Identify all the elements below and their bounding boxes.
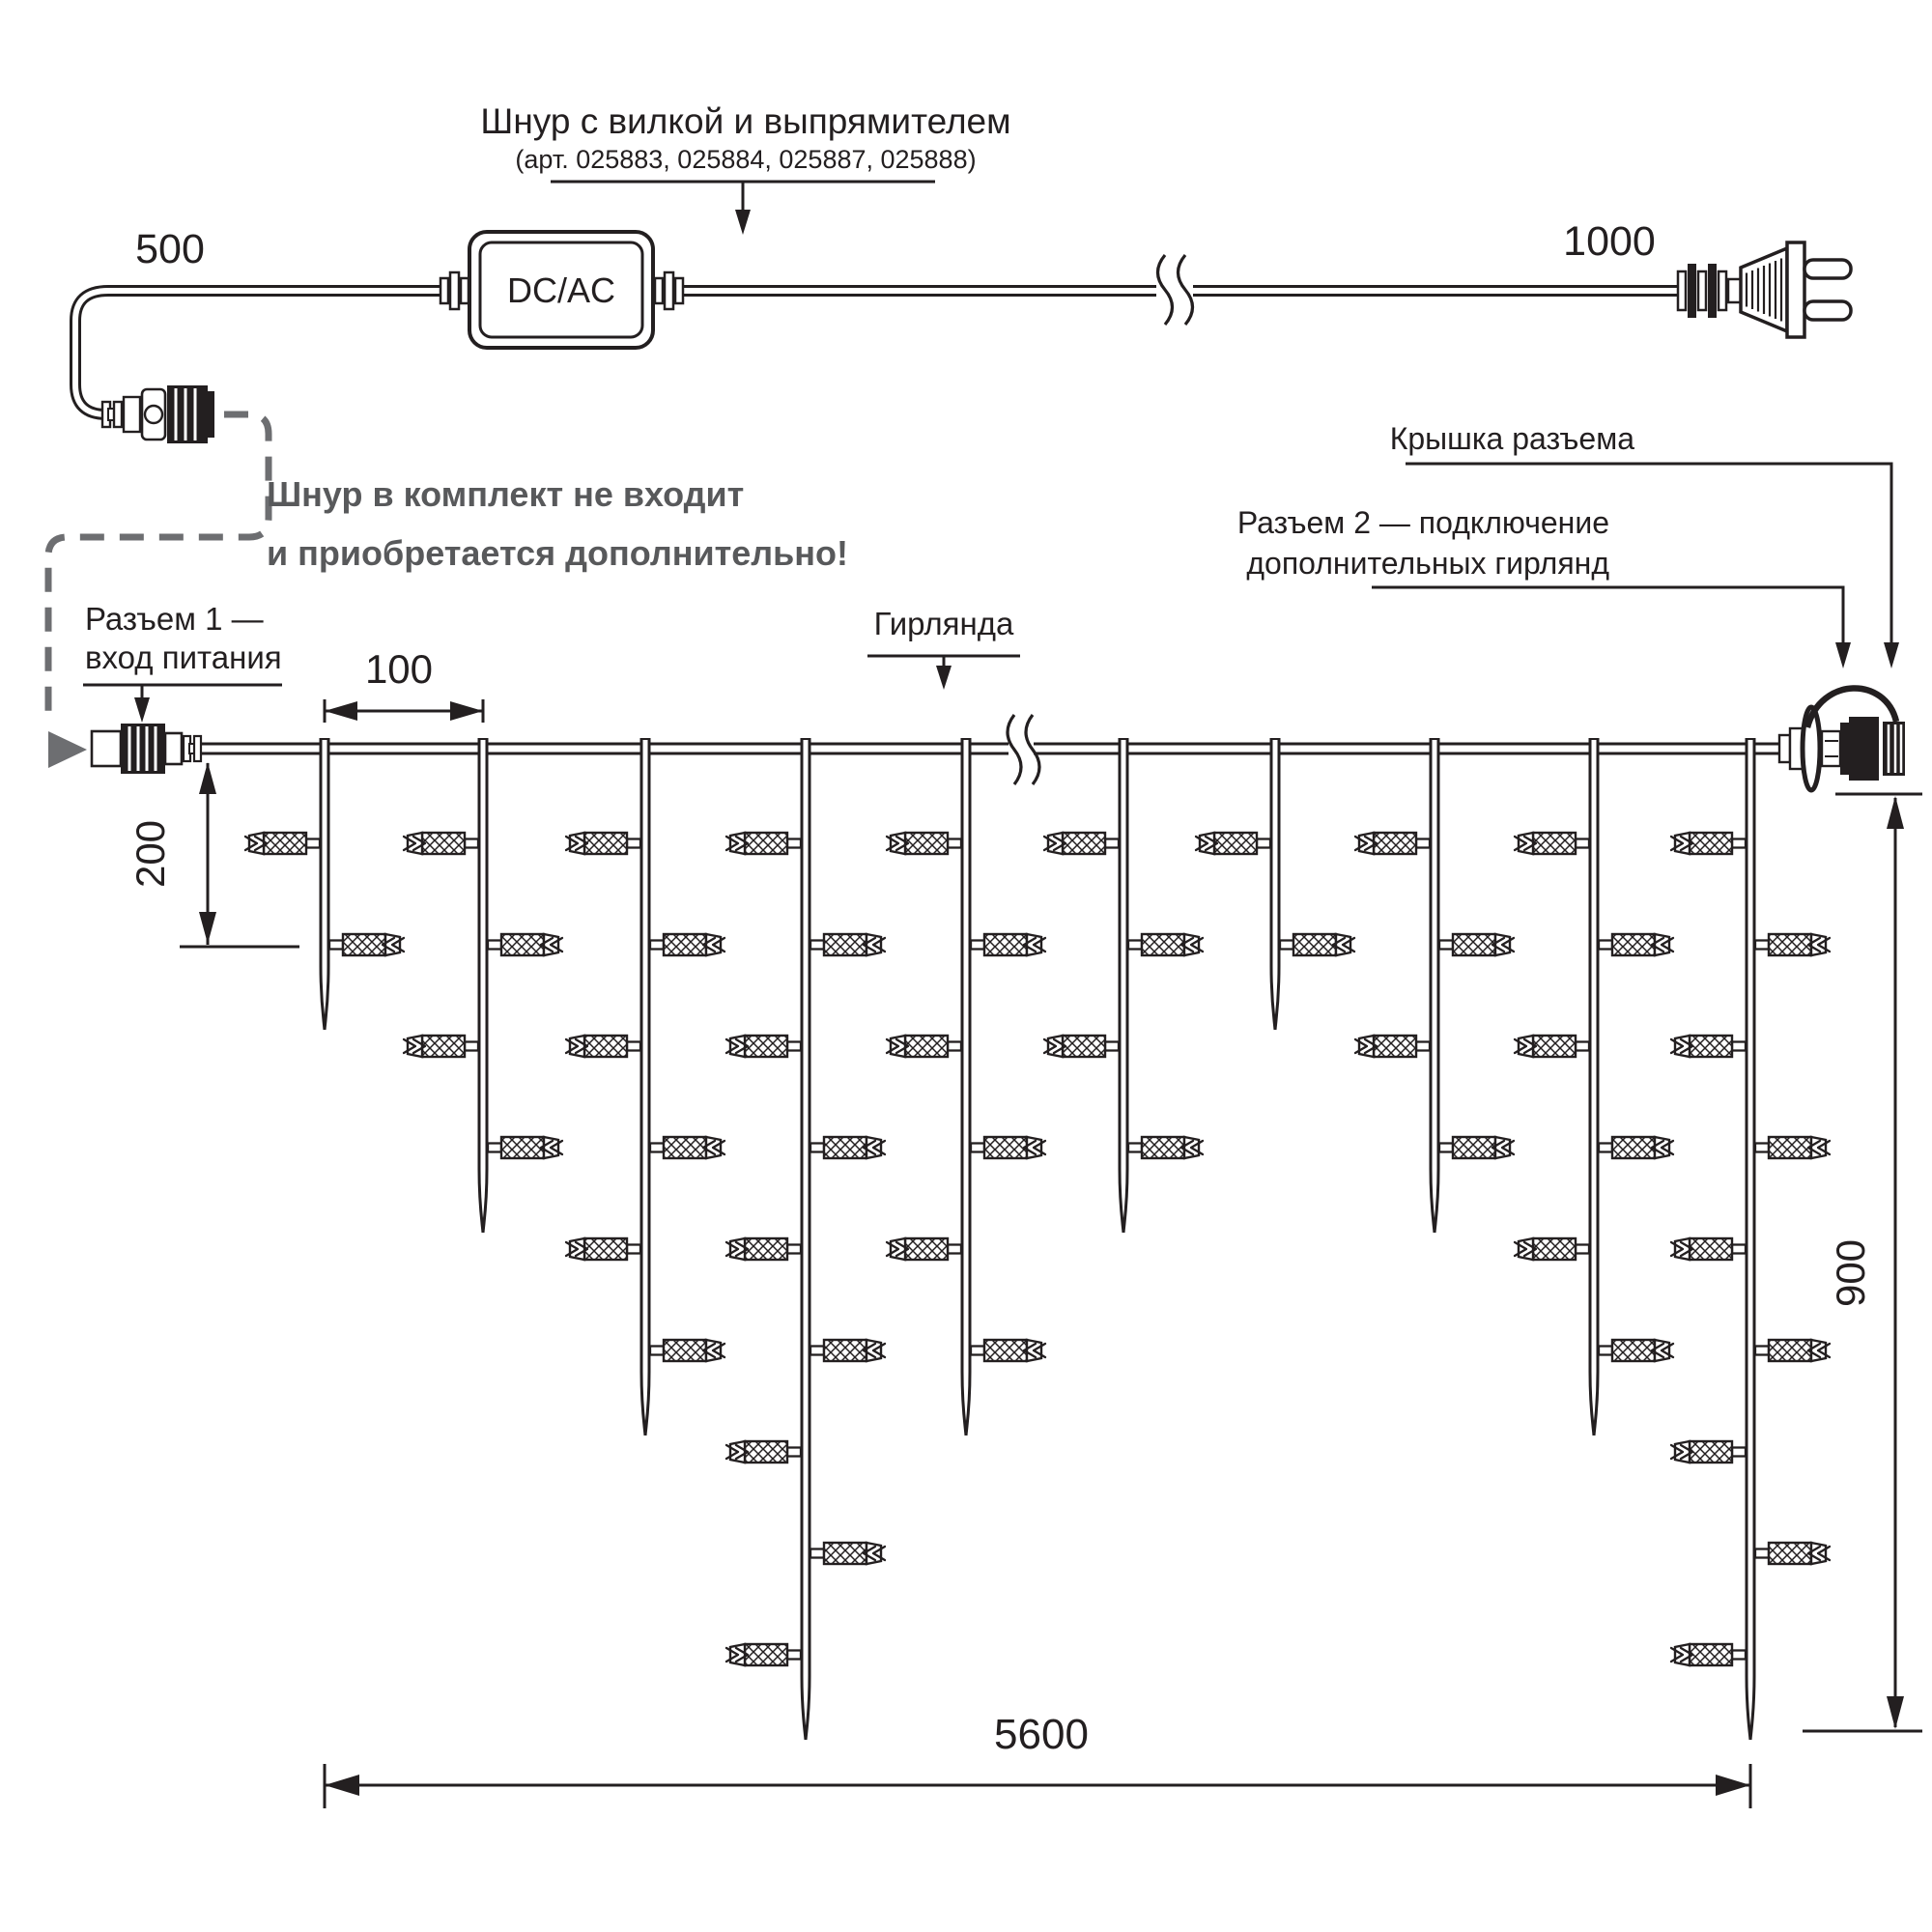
dimension-100 bbox=[325, 646, 483, 723]
led-bulb-icon bbox=[1690, 1036, 1732, 1057]
led-bulb-icon bbox=[1690, 1238, 1732, 1260]
led-bulb-icon bbox=[584, 833, 627, 854]
garland-strands bbox=[245, 738, 1830, 1740]
cord-subtitle: (арт. 025883, 025884, 025887, 025888) bbox=[515, 145, 977, 174]
bulb-stub bbox=[1599, 1347, 1612, 1355]
led-bulb-icon bbox=[745, 1036, 787, 1057]
dimension-900 bbox=[1803, 794, 1922, 1731]
strand-tip bbox=[325, 966, 328, 1030]
bulb-stub bbox=[465, 839, 478, 848]
led-bulb-icon bbox=[1453, 934, 1495, 955]
bulb-stub bbox=[948, 1245, 961, 1254]
not-included-note bbox=[267, 474, 848, 573]
bulb-stub bbox=[1105, 1042, 1119, 1051]
strain-relief-left bbox=[440, 272, 469, 309]
bulb-stub bbox=[948, 839, 961, 848]
led-bulb-icon bbox=[1533, 833, 1576, 854]
bulb-stub bbox=[1576, 1245, 1589, 1254]
led-bulb-icon bbox=[1769, 934, 1811, 955]
dim-1000-label: 1000 bbox=[1563, 218, 1656, 265]
dim-900-label: 900 bbox=[1828, 1238, 1873, 1308]
strand-tip bbox=[641, 1372, 645, 1435]
led-bulb-icon bbox=[664, 1340, 706, 1361]
bulb-stub bbox=[787, 1448, 801, 1457]
led-bulb-icon bbox=[1769, 1543, 1811, 1564]
led-bulb-icon bbox=[824, 1340, 867, 1361]
bulb-stub bbox=[787, 1042, 801, 1051]
led-bulb-icon bbox=[905, 1036, 948, 1057]
bulb-stub bbox=[948, 1042, 961, 1051]
led-bulb-icon bbox=[1142, 934, 1184, 955]
strand-tip bbox=[802, 1676, 806, 1740]
garland-label: Гирлянда bbox=[873, 606, 1014, 641]
connector2-label-block bbox=[1237, 505, 1851, 668]
led-bulb-icon bbox=[1063, 833, 1105, 854]
bulb-stub bbox=[971, 941, 984, 950]
bulb-stub bbox=[1439, 941, 1453, 950]
led-bulb-icon bbox=[824, 1543, 867, 1564]
strand-tip bbox=[483, 1169, 487, 1233]
led-bulb-icon bbox=[1612, 934, 1655, 955]
bulb-stub bbox=[488, 941, 501, 950]
dim-500-label: 500 bbox=[135, 226, 205, 272]
cord-title-block bbox=[480, 101, 1010, 235]
bulb-stub bbox=[1755, 1347, 1769, 1355]
led-bulb-icon bbox=[824, 934, 867, 955]
bulb-stub bbox=[306, 839, 320, 848]
bulb-stub bbox=[971, 1144, 984, 1152]
bulb-stub bbox=[971, 1347, 984, 1355]
bulb-stub bbox=[810, 1549, 824, 1558]
led-bulb-icon bbox=[1142, 1137, 1184, 1158]
strand-tip bbox=[1120, 1169, 1123, 1233]
led-bulb-icon bbox=[1612, 1340, 1655, 1361]
led-bulb-icon bbox=[343, 934, 385, 955]
strand-tip bbox=[479, 1169, 483, 1233]
note-line1: Шнур в комплект не входит bbox=[267, 474, 745, 514]
led-bulb-icon bbox=[1293, 934, 1336, 955]
strand-tip bbox=[1431, 1169, 1435, 1233]
led-bulb-icon bbox=[1374, 833, 1416, 854]
dashed-arrow-icon bbox=[48, 731, 87, 768]
bulb-stub bbox=[329, 941, 343, 950]
bulb-stub bbox=[1416, 839, 1430, 848]
cord-break-icon bbox=[1158, 255, 1193, 325]
strand-tip bbox=[1123, 1169, 1127, 1233]
bulb-stub bbox=[1280, 941, 1293, 950]
connector1-line1: Разъем 1 — bbox=[85, 601, 264, 637]
led-bulb-icon bbox=[584, 1238, 627, 1260]
led-bulb-icon bbox=[1453, 1137, 1495, 1158]
bulb-stub bbox=[650, 1347, 664, 1355]
led-bulb-icon bbox=[664, 1137, 706, 1158]
led-bulb-icon bbox=[501, 934, 544, 955]
bulb-stub bbox=[1755, 941, 1769, 950]
strand-tip bbox=[1435, 1169, 1438, 1233]
led-bulb-icon bbox=[1612, 1137, 1655, 1158]
led-bulb-icon bbox=[745, 1644, 787, 1665]
bulb-stub bbox=[787, 839, 801, 848]
bulb-stub bbox=[1732, 839, 1746, 848]
converter-label: DC/AC bbox=[506, 270, 616, 310]
strand-tip bbox=[1271, 966, 1275, 1030]
bulb-stub bbox=[650, 1144, 664, 1152]
led-bulb-icon bbox=[824, 1137, 867, 1158]
bulb-stub bbox=[1599, 1144, 1612, 1152]
leader-arrow-icon bbox=[735, 210, 751, 235]
cap-label-block bbox=[1390, 421, 1899, 668]
bulb-stub bbox=[1416, 1042, 1430, 1051]
leader-arrow-icon bbox=[134, 697, 150, 723]
garland-main-wire bbox=[198, 715, 1781, 784]
connector2-line1: Разъем 2 — подключение bbox=[1236, 505, 1609, 540]
led-bulb-icon bbox=[1533, 1036, 1576, 1057]
led-bulb-icon bbox=[984, 1137, 1027, 1158]
led-bulb-icon bbox=[1769, 1340, 1811, 1361]
bulb-stub bbox=[1576, 1042, 1589, 1051]
bulb-stub bbox=[1128, 941, 1142, 950]
bulb-stub bbox=[627, 839, 640, 848]
strand-tip bbox=[1590, 1372, 1594, 1435]
bulb-stub bbox=[1439, 1144, 1453, 1152]
led-bulb-icon bbox=[264, 833, 306, 854]
dim-5600-label: 5600 bbox=[994, 1711, 1089, 1758]
led-bulb-icon bbox=[745, 1441, 787, 1463]
bulb-stub bbox=[787, 1245, 801, 1254]
cord-end-connector-icon bbox=[102, 385, 214, 443]
bulb-stub bbox=[465, 1042, 478, 1051]
bulb-stub bbox=[810, 1347, 824, 1355]
power-plug-icon bbox=[1678, 242, 1851, 337]
connector1-line2: вход питания bbox=[85, 639, 282, 675]
note-line2: и приобретается дополнительно! bbox=[267, 533, 848, 573]
strain-relief-right bbox=[655, 272, 683, 309]
led-bulb-icon bbox=[905, 1238, 948, 1260]
bulb-stub bbox=[810, 1144, 824, 1152]
strand-tip bbox=[966, 1372, 970, 1435]
bulb-stub bbox=[1732, 1245, 1746, 1254]
leader-arrow-icon bbox=[936, 666, 952, 690]
strand-tip bbox=[645, 1372, 649, 1435]
power-input-connector-icon bbox=[92, 724, 201, 774]
bulb-stub bbox=[1257, 839, 1270, 848]
connector2-line2: дополнительных гирлянд bbox=[1246, 546, 1609, 581]
led-bulb-icon bbox=[1214, 833, 1257, 854]
cord-not-included-path bbox=[48, 414, 269, 768]
strand-tip bbox=[1747, 1676, 1750, 1740]
led-bulb-icon bbox=[664, 934, 706, 955]
bulb-stub bbox=[810, 941, 824, 950]
strand-tip bbox=[962, 1372, 966, 1435]
strand-tip bbox=[1275, 966, 1279, 1030]
dcac-converter bbox=[440, 232, 683, 348]
bulb-stub bbox=[1755, 1144, 1769, 1152]
cap-label: Крышка разъема bbox=[1389, 421, 1634, 456]
strand-tip bbox=[806, 1676, 810, 1740]
led-bulb-icon bbox=[1769, 1137, 1811, 1158]
leader-arrow-icon bbox=[1835, 642, 1851, 668]
strand-tip bbox=[321, 966, 325, 1030]
dim-200-label: 200 bbox=[128, 819, 173, 889]
bulb-stub bbox=[1105, 839, 1119, 848]
led-bulb-icon bbox=[1063, 1036, 1105, 1057]
bulb-stub bbox=[1599, 941, 1612, 950]
led-bulb-icon bbox=[745, 1238, 787, 1260]
cord-title: Шнур с вилкой и выпрямителем bbox=[480, 101, 1011, 141]
bulb-stub bbox=[627, 1042, 640, 1051]
strand-tip bbox=[1594, 1372, 1598, 1435]
bulb-stub bbox=[1732, 1448, 1746, 1457]
led-bulb-icon bbox=[1690, 1644, 1732, 1665]
connector1-label-block bbox=[83, 601, 282, 723]
dim-100-label: 100 bbox=[364, 646, 434, 692]
led-bulb-icon bbox=[422, 1036, 465, 1057]
led-bulb-icon bbox=[984, 1340, 1027, 1361]
led-bulb-icon bbox=[1374, 1036, 1416, 1057]
bulb-stub bbox=[1732, 1651, 1746, 1660]
bulb-stub bbox=[650, 941, 664, 950]
bulb-stub bbox=[1576, 839, 1589, 848]
led-bulb-icon bbox=[1690, 833, 1732, 854]
bulb-stub bbox=[1755, 1549, 1769, 1558]
led-bulb-icon bbox=[984, 934, 1027, 955]
led-bulb-icon bbox=[905, 833, 948, 854]
led-bulb-icon bbox=[501, 1137, 544, 1158]
bulb-stub bbox=[627, 1245, 640, 1254]
led-bulb-icon bbox=[1690, 1441, 1732, 1463]
bulb-stub bbox=[1732, 1042, 1746, 1051]
led-bulb-icon bbox=[422, 833, 465, 854]
dimension-5600 bbox=[325, 1711, 1750, 1808]
bulb-stub bbox=[488, 1144, 501, 1152]
bulb-stub bbox=[787, 1651, 801, 1660]
garland-label-block bbox=[867, 606, 1020, 690]
bulb-stub bbox=[1128, 1144, 1142, 1152]
extension-connector-icon bbox=[1779, 688, 1905, 790]
led-bulb-icon bbox=[1533, 1238, 1576, 1260]
strand-tip bbox=[1750, 1676, 1754, 1740]
led-bulb-icon bbox=[584, 1036, 627, 1057]
power-cord bbox=[75, 255, 1683, 414]
leader-arrow-icon bbox=[1884, 642, 1899, 668]
led-bulb-icon bbox=[745, 833, 787, 854]
